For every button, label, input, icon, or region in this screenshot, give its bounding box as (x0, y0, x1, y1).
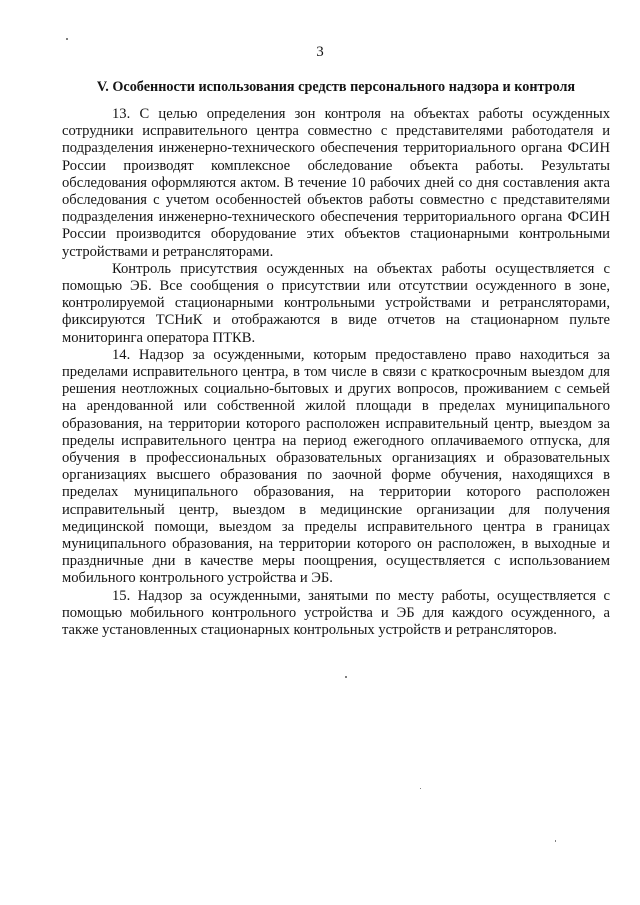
paragraph-13: 13. С целью определения зон контроля на объектах работы осужденных сотрудники исправительного центра совместно с представителями работодателя и подразделения инженерно-технического обеспечения территориального органа ФСИН России производят комплексное обследование объекта работы. Результаты обследования оформляются актом. В течение 10 рабочих дней со дня составления акта обследования с учетом особенностей объектов работы совместно с представителями подразделения инженерно-технического обеспечения территориального органа ФСИН России производится оборудование этих объектов стационарными контрольными устройствами и ретрансляторами. (62, 106, 610, 260)
page-number: 3 (316, 44, 324, 60)
scan-speck (66, 38, 68, 40)
scan-speck (555, 840, 556, 842)
paragraph-14: 14. Надзор за осужденными, которым предоставлено право находиться за пределами исправительного центра, в том числе в связи с краткосрочным выездом для решения неотложных социально-бытовых и других вопросов, проживанием с семьей на арендованной или собственной жилой площади в пределах муниципального образования, на территории которого расположен исправительный центр, выездом за пределы исправительного центра на период ежегодного оплачиваемого отпуска, для обучения в профессиональных образовательных организациях и образовательных организациях высшего образования по заочной форме обучения, находящихся в пределах муниципального образования, на территории которого расположен исправительный центр, выездом в медицинские организации для получения медицинской помощи, выездом за пределы исправительного центра в границах муниципального образования, на территории которого он расположен, в выходные и праздничные дни в качестве меры поощрения, осуществляется с использованием мобильного контрольного устройства и ЭБ. (62, 346, 610, 587)
section-heading: V. Особенности использования средств персонального надзора и контроля (96, 79, 576, 95)
paragraph-presence-control: Контроль присутствия осужденных на объектах работы осуществляется с помощью ЭБ. Все сообщения о присутствии или отсутствии осужденного в зоне, контролируемой стационарными контрольными устройствами и ретрансляторами, фиксируются ТСНиК и отображаются в виде отчетов на стационарном пульте мониторинга оператора ПТКВ. (62, 260, 610, 346)
scan-speck (345, 676, 347, 678)
document-body (62, 106, 610, 639)
scan-speck (420, 788, 421, 789)
paragraph-15: 15. Надзор за осужденными, занятыми по месту работы, осуществляется с помощью мобильного контрольного устройства и ЭБ для каждого осужденного, а также установленных стационарных контрольных устройств и ретрансляторов. (62, 587, 610, 639)
